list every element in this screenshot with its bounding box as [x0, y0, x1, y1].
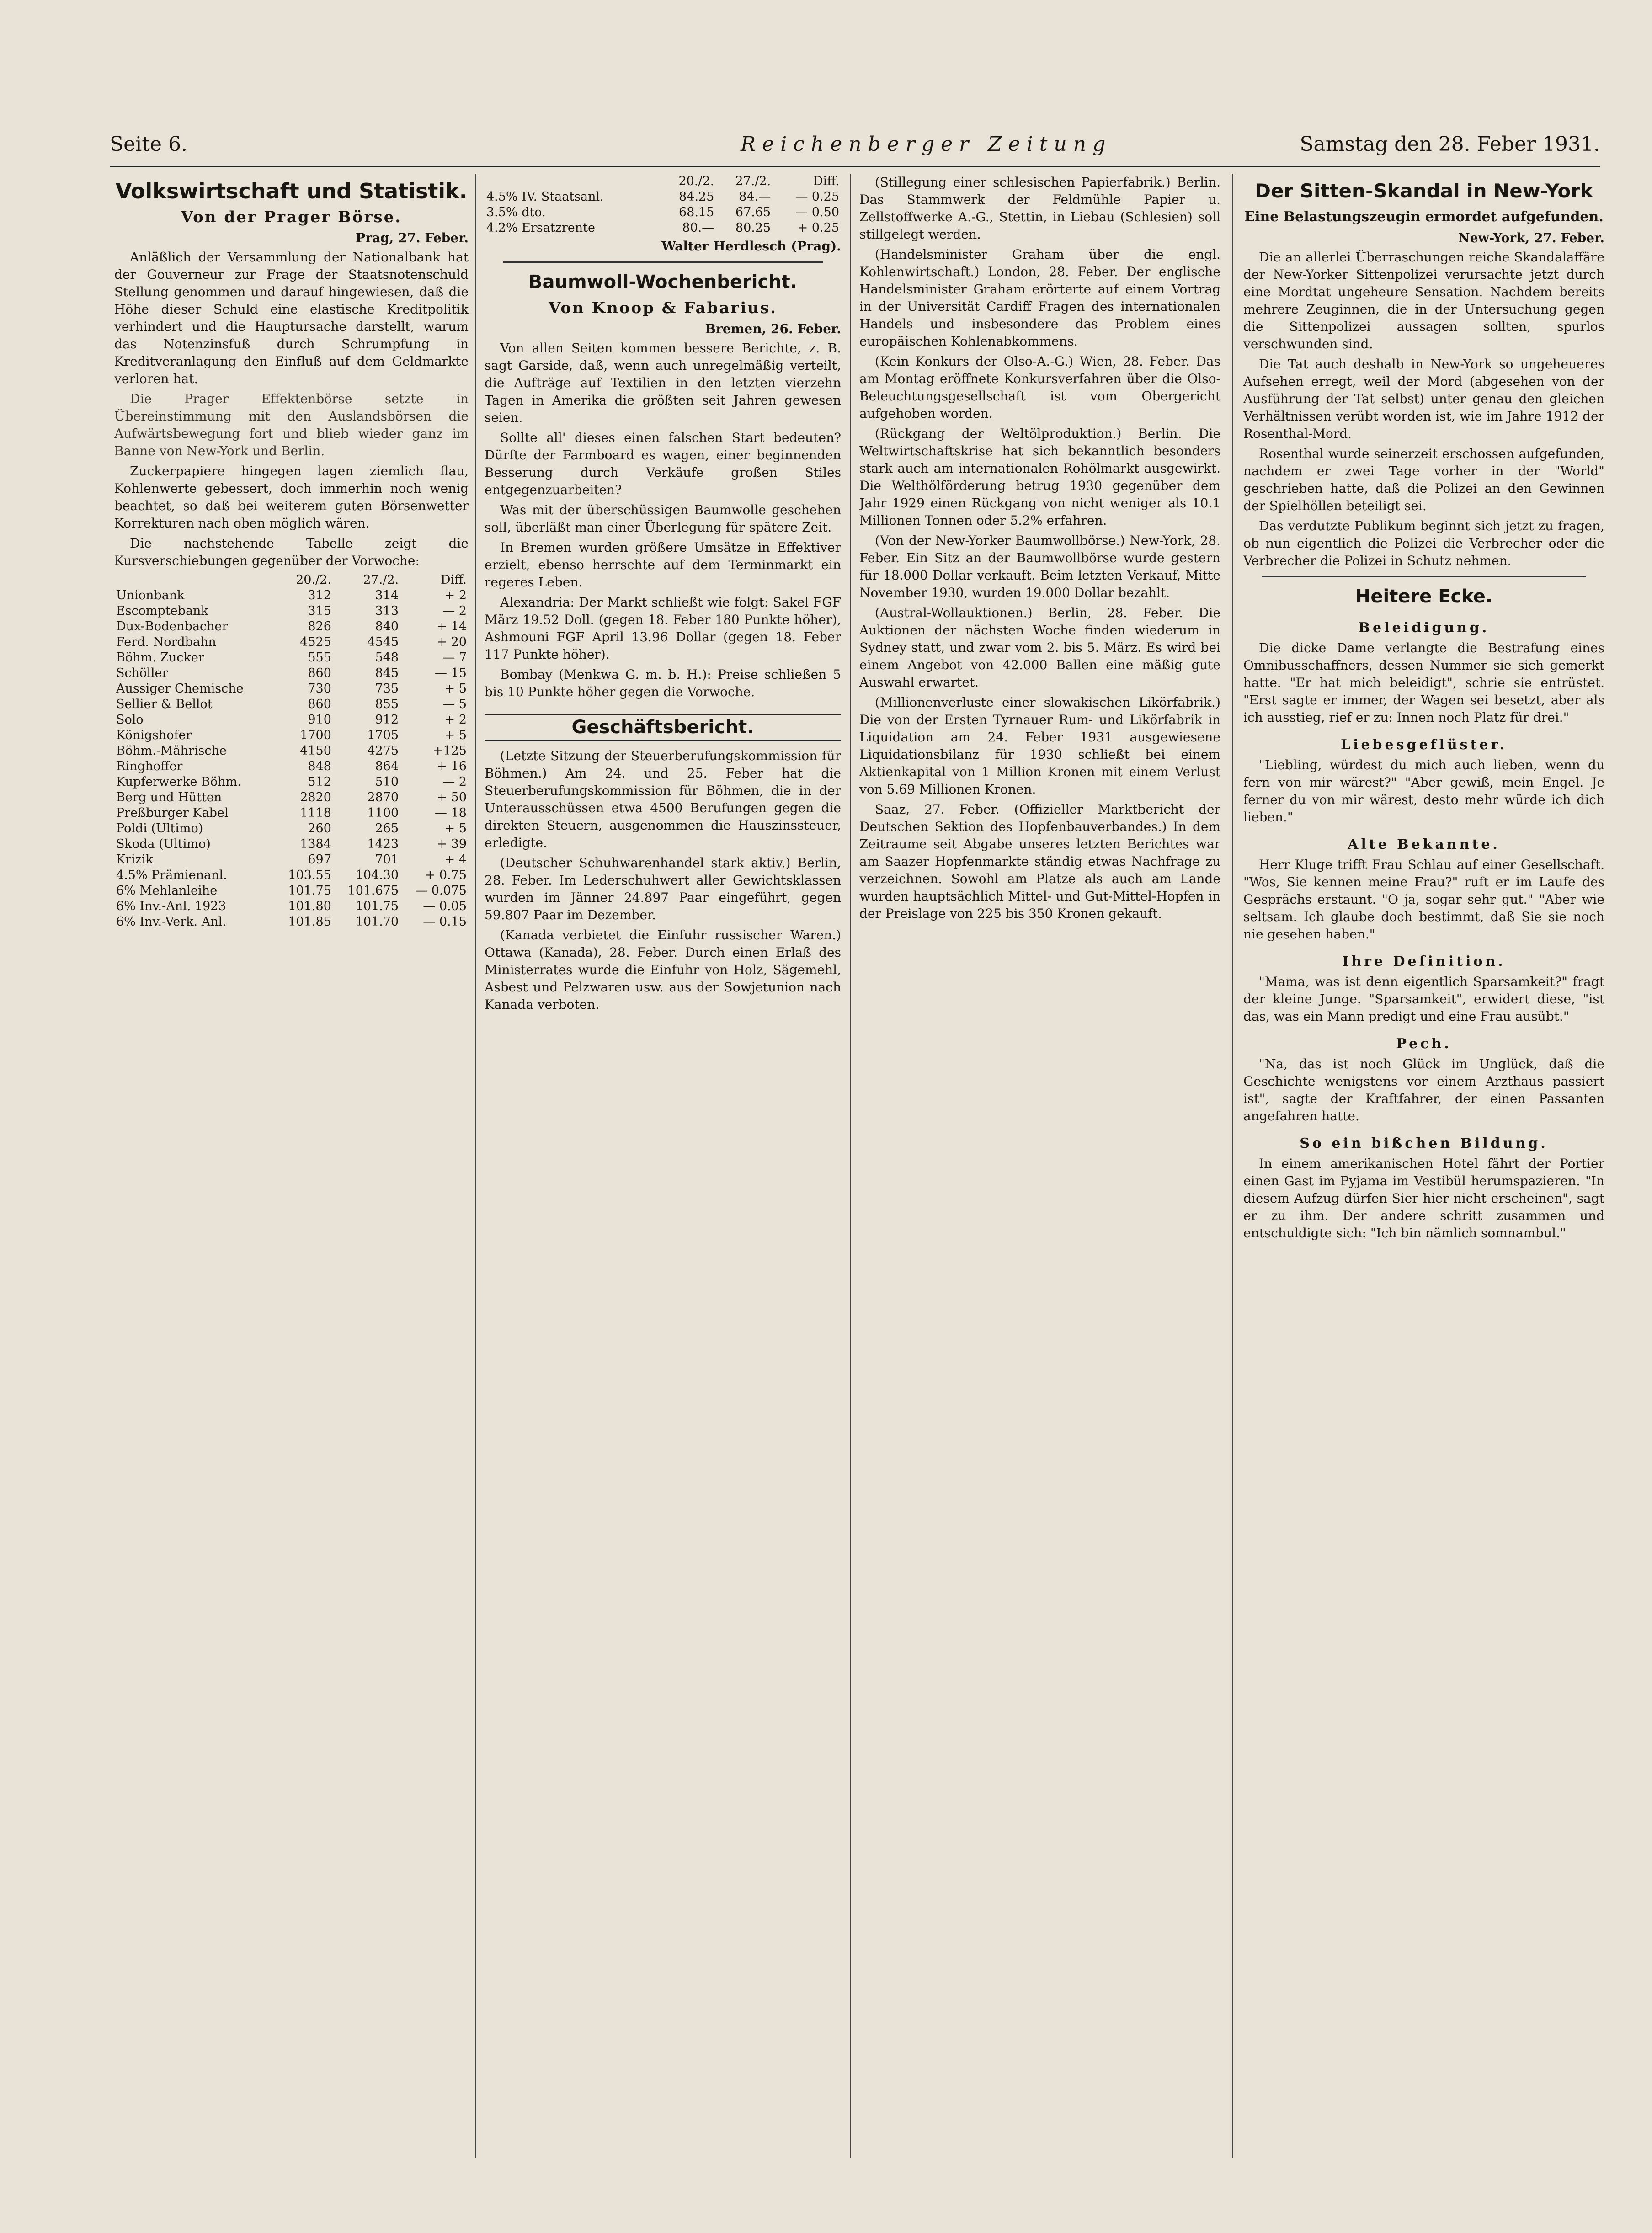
article-paragraph: Die Tat auch deshalb in New-York so ungeheueres Aufsehen erregt, weil der Mord (abgesehen von der Ausführung der Tat selbst) unter genau den gleichen Verhältnissen verübt worden ist, wie im Jahre 1912 der Rosenthal-Mord.	[1243, 357, 1604, 441]
table-cell: 1700	[300, 728, 331, 742]
security-name: Aussiger Chemische	[116, 682, 244, 696]
divider	[503, 261, 823, 263]
column-business	[859, 174, 1220, 2158]
table-cell: — 2	[442, 604, 467, 618]
table-cell: 1118	[300, 806, 331, 820]
table-cell: 4150	[300, 744, 331, 758]
article-paragraph: (Kanada verbietet die Einfuhr russischer Waren.) Ottawa (Kanada), 28. Feber. Durch einen Erlaß des Ministerrates wurde die Einfuhr von Holz, Sägemehl, Asbest und Pelzwaren usw. aus der Sowjetunion nach Kanada verboten.	[485, 927, 841, 1012]
table-cell: — 7	[442, 650, 467, 665]
security-name: Königshofer	[116, 728, 192, 742]
table-row	[114, 759, 469, 774]
joke-text: "Mama, was ist denn eigentlich Sparsamkeit?" fragt der kleine Junge. "Sparsamkeit", erwidert diese, "ist das, was ein Mann predigt und eine Frau ausübt."	[1243, 974, 1604, 1024]
table-cell: 910	[308, 713, 331, 727]
table-cell: + 0.75	[425, 868, 467, 882]
joke-text: Die dicke Dame verlangte die Bestrafung eines Omnibusschaffners, dessen Nummer sie sich gemerkt hatte. "Er hat mich beleidigt", schrie sie entrüstet. "Erst sagte er immer, der Wagen sei besetzt, aber als ich ausstieg, rief er zu: Innen noch Platz für drei."	[1243, 640, 1604, 725]
column-news	[1243, 174, 1604, 2158]
column-rule	[1232, 174, 1233, 2158]
dateline: Bremen, 26. Feber.	[705, 321, 841, 336]
issue-date: Samstag den 28. Feber 1931.	[1300, 133, 1600, 156]
security-name: Skoda (Ultimo)	[116, 837, 211, 851]
section-title: Heitere Ecke.	[1355, 586, 1493, 607]
column-header	[485, 174, 659, 189]
table-row	[114, 588, 469, 603]
table-row	[114, 899, 469, 914]
table-cell: 860	[308, 666, 331, 680]
table-row	[114, 681, 469, 697]
table-cell: 101.75	[288, 884, 331, 898]
article-paragraph: Saaz, 27. Feber. (Offizieller Marktbericht der Deutschen Sektion des Hopfenbauverbandes.) In dem Zeitraume seit Abgabe unseres letzten Berichtes war am Saazer Hopfenmarkte ständig etwas Nachfrage zu verzeichnen. Sowohl am Platze als auch am Lande wurden hauptsächlich Mittel- und Gut-Mittel-Hopfen in der Preislage von 225 bis 350 Kronen gekauft.	[859, 802, 1220, 921]
table-cell: 101.80	[288, 899, 331, 913]
security-name: 3.5% dto.	[486, 205, 546, 219]
table-cell: 103.55	[288, 868, 331, 882]
security-name: Unionbank	[116, 588, 185, 602]
table-row	[114, 634, 469, 650]
table-cell: 312	[308, 588, 331, 602]
column-header: 27./2.	[363, 573, 399, 587]
joke-text: "Na, das ist noch Glück im Unglück, daß die Geschichte wenigstens vor einem Arzthaus passiert ist", sagte der Kraftfahrer, der einen Passanten angefahren hatte.	[1243, 1056, 1604, 1124]
table-cell: — 5	[442, 697, 467, 711]
column-cotton	[485, 174, 841, 2158]
table-cell: 314	[375, 588, 399, 602]
security-name: Krizik	[116, 853, 153, 867]
article-paragraph: (Rückgang der Weltölproduktion.) Berlin. Die Weltwirtschaftskrise hat sich bekanntlich besonders stark auch am internationalen Rohölmarkt ausgewirkt. Die Welthölförderung betrug 1930 gegenüber dem Jahr 1929 einen Rückgang von nicht weniger als 10.1 Millionen Tonnen oder 5.2% erfahren.	[859, 426, 1220, 528]
joke-heading: Alte Bekannte.	[1348, 837, 1500, 853]
table-cell: 2820	[300, 790, 331, 805]
table-cell: 1384	[300, 837, 331, 851]
table-row	[114, 666, 469, 681]
table-row	[114, 774, 469, 790]
security-name: 4.5% IV. Staatsanl.	[486, 190, 604, 204]
security-name: 4.5% Prämienanl.	[116, 868, 227, 882]
table-row	[114, 805, 469, 821]
column-rule	[850, 174, 851, 2158]
article-title: Baumwoll-Wochenbericht.	[528, 272, 797, 293]
joke-heading: Beleidigung.	[1358, 620, 1490, 636]
table-cell: 510	[375, 775, 399, 789]
masthead: Reichenberger Zeitung	[741, 133, 1112, 156]
table-cell: 860	[308, 697, 331, 711]
table-cell: 67.65	[735, 205, 771, 219]
table-row	[114, 821, 469, 837]
table-row	[114, 790, 469, 805]
table-cell: — 0.25	[795, 190, 839, 204]
table-cell: 697	[308, 853, 331, 867]
bond-table	[485, 174, 841, 236]
security-name: Escomptebank	[116, 604, 208, 618]
table-cell: 313	[375, 604, 399, 618]
column-header: 20./2.	[296, 573, 331, 587]
security-name: Dux-Bodenbacher	[116, 619, 228, 634]
table-cell: 826	[308, 619, 331, 634]
article-paragraph: Rosenthal wurde seinerzeit erschossen aufgefunden, nachdem er zwei Tage vorher in der "World" geschrieben hatte, daß die Polizei an den Gewinnen der Spielhöllen beteiligt sei.	[1243, 446, 1604, 513]
table-cell: — 0.50	[795, 205, 839, 219]
article-paragraph: (Millionenverluste einer slowakischen Likörfabrik.) Die von der Ersten Tyrnauer Rum- und Likörfabrik in Liquidation am 24. Feber 1931 ausgewiesene Liquidationsbilanz für 1930 schließt bei einem Aktienkapital von 1 Million Kronen mit einem Verlust von 5.69 Millionen Kronen.	[859, 695, 1220, 797]
divider	[1262, 576, 1586, 577]
section-title: Geschäftsbericht.	[485, 714, 841, 741]
table-cell: 864	[375, 759, 399, 773]
security-name: Ferd. Nordbahn	[116, 635, 216, 649]
article-paragraph: (Handelsminister Graham über die engl. Kohlenwirtschaft.) London, 28. Feber. Der englische Handelsminister Graham erörterte auf einem Vortrag in der Universität Cardiff Fragen des internationalen Handels und insbesondere das Problem eines europäischen Kohlenabkommens.	[859, 247, 1220, 349]
table-cell: + 0.25	[797, 221, 839, 235]
table-cell: 315	[308, 604, 331, 618]
table-cell: 101.70	[355, 915, 399, 929]
dateline: Prag, 27. Feber.	[356, 230, 469, 245]
security-name: Kupferwerke Böhm.	[116, 775, 241, 789]
page-number: Seite 6.	[110, 133, 187, 156]
table-row	[114, 914, 469, 930]
table-row	[114, 650, 469, 666]
joke-text: "Liebling, würdest du mich auch lieben, wenn du fern von mir wärest?" "Aber gewiß, mein Engel. Je ferner du von mir wärest, desto mehr würde ich dich lieben."	[1243, 757, 1604, 825]
table-cell: +125	[432, 744, 467, 758]
stock-table	[114, 572, 469, 930]
table-cell: 101.675	[347, 884, 399, 898]
article-paragraph: Was mit der überschüssigen Baumwolle geschehen soll, überläßt man einer Überlegung für spätere Zeit.	[485, 502, 841, 535]
article-subtitle: Von Knoop & Fabarius.	[549, 299, 777, 317]
author-signature: Walter Herdlesch (Prag).	[661, 239, 841, 254]
table-row	[114, 868, 469, 883]
table-row	[114, 743, 469, 759]
table-cell: 84.25	[678, 190, 714, 204]
table-cell: — 18	[435, 806, 467, 820]
table-cell: + 50	[437, 790, 467, 805]
table-cell: — 15	[435, 666, 467, 680]
table-cell: 845	[375, 666, 399, 680]
article-paragraph: Von allen Seiten kommen bessere Berichte, z. B. sagt Garside, daß, wenn auch unregelmäßig verteilt, die Aufträge auf Textilien in den letzten vierzehn Tagen in Amerika die größten seit Jahren gewesen seien.	[485, 341, 841, 425]
table-cell: 4275	[367, 744, 399, 758]
column-header: Diff.	[813, 174, 839, 188]
table-row	[114, 852, 469, 868]
article-paragraph: Alexandria: Der Markt schließt wie folgt: Sakel FGF März 19.52 Doll. (gegen 18. Feber 180 Punkte höher), Ashmouni FGF April 13.96 Dollar (gegen 18. Feber 117 Punkte höher).	[485, 595, 841, 662]
table-cell: 1100	[367, 806, 399, 820]
section-title: Volkswirtschaft und Statistik.	[115, 179, 468, 203]
security-name: Böhm.-Mährische	[116, 744, 227, 758]
table-cell: + 20	[437, 635, 467, 649]
article-paragraph: (Letzte Sitzung der Steuerberufungskommission für Böhmen.) Am 24. und 25. Feber hat die Steuerberufungskommission für Böhmen, die in der Unterausschüssen etwa 4500 Berufungen gegen die direkten Steuern, ausgenommen die Hauszinssteuer, erledigte.	[485, 748, 841, 850]
table-row	[485, 189, 841, 205]
article-paragraph: Bombay (Menkwa G. m. b. H.): Preise schließen 5 bis 10 Punkte höher gegen die Vorwoche.	[485, 667, 841, 699]
table-cell: 80.25	[735, 221, 771, 235]
table-cell: 265	[375, 821, 399, 836]
table-row	[485, 220, 841, 236]
joke-text: In einem amerikanischen Hotel fährt der Portier einen Gast im Pyjama im Vestibül herumspazieren. "In diesem Aufzug dürfen Sier hier nicht erscheinen", sagt er zu ihm. Der andere schritt zusammen und entschuldigte sich: "Ich bin nämlich somnambul."	[1243, 1156, 1604, 1241]
article-paragraph: (Stillegung einer schlesischen Papierfabrik.) Berlin. Das Stammwerk der Feldmühle Papier u. Zellstoffwerke A.-G., Stettin, in Liebau (Schlesien) soll stillgelegt werden.	[859, 175, 1220, 242]
table-cell: 101.75	[355, 899, 399, 913]
security-name: 6% Inv.-Verk. Anl.	[116, 915, 226, 929]
table-cell: 4525	[300, 635, 331, 649]
table-cell: 855	[375, 697, 399, 711]
article-paragraph: Das verdutzte Publikum beginnt sich jetzt zu fragen, ob nun eigentlich die Polizei die Verbrecher oder die Verbrecher die Polizei in Schutz nehmen.	[1243, 518, 1604, 568]
table-cell: 101.85	[288, 915, 331, 929]
table-cell: 80.—	[682, 221, 714, 235]
table-cell: + 5	[444, 728, 467, 742]
table-cell: — 2	[442, 775, 467, 789]
joke-heading: Liebesgeflüster.	[1340, 737, 1508, 753]
joke-heading: Ihre Definition.	[1342, 954, 1506, 970]
joke-text: Herr Kluge trifft Frau Schlau auf einer Gesellschaft. "Wos, Sie kennen meine Frau?" ruft er im Laufe des Gesprächs erstaunt. "O ja, sogar sehr gut." "Aber wie seltsam. Ich glaube doch bestimmt, daß Sie sie noch nie gesehen haben."	[1243, 857, 1604, 942]
article-paragraph: (Von der New-Yorker Baumwollbörse.) New-York, 28. Feber. Ein Sitz an der Baumwollbörse wurde gestern für 18.000 Dollar verkauft. Beim letzten Verkauf, Mitte November 1930, wurden 19.000 Dollar bezahlt.	[859, 533, 1220, 600]
security-name: Schöller	[116, 666, 168, 680]
column-header: Diff.	[440, 573, 467, 587]
security-name: 4.2% Ersatzrente	[486, 221, 595, 235]
table-cell: 701	[375, 853, 399, 867]
table-cell: 548	[375, 650, 399, 665]
security-name: Sellier & Bellot	[116, 697, 213, 711]
security-name: 6% Inv.-Anl. 1923	[116, 899, 226, 913]
table-cell: + 5	[444, 682, 467, 696]
security-name: Solo	[116, 713, 144, 727]
security-name: Böhm. Zucker	[116, 650, 204, 665]
column-header: 20./2.	[678, 174, 714, 188]
joke-heading: So ein bißchen Bildung.	[1300, 1135, 1548, 1151]
table-cell: 735	[375, 682, 399, 696]
table-cell: 912	[375, 713, 399, 727]
table-cell: 848	[308, 759, 331, 773]
security-name: Poldi (Ultimo)	[116, 821, 203, 836]
table-cell: + 2	[444, 713, 467, 727]
table-cell: 1705	[367, 728, 399, 742]
table-cell: + 39	[437, 837, 467, 851]
article-paragraph: Die nachstehende Tabelle zeigt die Kursverschiebungen gegenüber der Vorwoche:	[114, 536, 469, 568]
table-cell: + 16	[437, 759, 467, 773]
article-paragraph: (Kein Konkurs der Olso-A.-G.) Wien, 28. Feber. Das am Montag eröffnete Konkursverfahren über die Olso-Beleuchtungsgesellschaft ist vom Obergericht aufgehoben worden.	[859, 354, 1220, 421]
table-cell: + 4	[444, 853, 467, 867]
column-rule	[475, 174, 476, 2158]
article-paragraph: (Austral-Wollauktionen.) Berlin, 28. Feber. Die Auktionen der nächsten Woche finden wiederum in Sydney statt, und zwar vom 2. bis 5. März. Es wird bei einem Angebot von 42.000 Ballen eine mäßig gute Auswahl erwartet.	[859, 605, 1220, 690]
table-cell: 104.30	[355, 868, 399, 882]
article-paragraph: Sollte all' dieses einen falschen Start bedeuten? Dürfte der Farmboard es wagen, einer beginnenden Besserung durch Verkäufe großen Stiles entgegenzuarbeiten?	[485, 430, 841, 497]
article-paragraph: In Bremen wurden größere Umsätze in Effektiver erzielt, ebenso herrschte auf dem Terminmarkt ein regeres Leben.	[485, 540, 841, 590]
article-subtitle: Von der Prager Börse.	[181, 208, 402, 226]
table-row	[114, 728, 469, 743]
table-row	[485, 205, 841, 220]
table-row	[114, 697, 469, 712]
table-row	[114, 712, 469, 728]
table-header-row	[485, 174, 841, 189]
table-cell: 68.15	[678, 205, 714, 219]
article-paragraph: Die Prager Effektenbörse setzte in Übereinstimmung mit den Auslandsbörsen die Aufwärtsbewegung fort und blieb wieder ganz im Banne von New-York und Berlin.	[114, 391, 469, 458]
joke-heading: Pech.	[1396, 1036, 1452, 1052]
article-paragraph: (Deutscher Schuhwarenhandel stark aktiv.) Berlin, 28. Feber. Im Lederschuhwert aller Gewichtsklassen wurden im Jänner 24.897 Paar eingeführt, gegen 59.807 Paar im Dezember.	[485, 855, 841, 922]
article-paragraph: Anläßlich der Versammlung der Nationalbank hat der Gouverneur zur Frage der Staatsnotenschuld Stellung genommen und darauf hingewiesen, daß die Höhe dieser Schuld eine elastische Kreditpolitik verhindert und die Hauptursache darstellt, warum das Notenzinsfuß durch Schrumpfung in Kreditveranlagung den Einfluß auf dem Geldmarkte verloren hat.	[114, 250, 469, 386]
table-cell: 2870	[367, 790, 399, 805]
security-name: 6% Mehlanleihe	[116, 884, 218, 898]
table-cell: 730	[308, 682, 331, 696]
table-cell: — 0.05	[423, 899, 467, 913]
table-cell: 512	[308, 775, 331, 789]
table-cell: 840	[375, 619, 399, 634]
table-cell: 1423	[367, 837, 399, 851]
bond-table-body	[485, 189, 841, 236]
article-paragraph: Die an allerlei Überraschungen reiche Skandalaffäre der New-Yorker Sittenpolizei verursachte jetzt durch eine Mordtat ungeheure Sensation. Nachdem bereits mehrere Zeuginnen, die in der Untersuchung gegen die Sittenpolizei aussagen sollten, spurlos verschwunden sind.	[1243, 250, 1604, 352]
table-cell: — 0.15	[423, 915, 467, 929]
table-cell: 4545	[367, 635, 399, 649]
article-paragraph: Zuckerpapiere hingegen lagen ziemlich flau, Kohlenwerte gebessert, doch immerhin noch wenig beachtet, so daß bei weiterem guten Börsenwetter Korrekturen nach oben möglich wären.	[114, 464, 469, 531]
table-row	[114, 619, 469, 634]
stock-table-body	[114, 588, 469, 930]
table-cell: 84.—	[739, 190, 771, 204]
table-cell: — 0.075	[415, 884, 467, 898]
table-row	[114, 603, 469, 619]
dateline: New-York, 27. Feber.	[1458, 230, 1604, 245]
table-row	[114, 837, 469, 852]
table-cell: 555	[308, 650, 331, 665]
page-header	[110, 123, 1600, 167]
table-header-row	[114, 572, 469, 588]
column-header	[114, 572, 276, 588]
security-name: Preßburger Kabel	[116, 806, 229, 820]
column-economy	[114, 174, 469, 2158]
security-name: Ringhoffer	[116, 759, 183, 773]
security-name: Berg und Hütten	[116, 790, 222, 805]
table-cell: + 5	[444, 821, 467, 836]
table-row	[114, 883, 469, 899]
article-subtitle: Eine Belastungszeugin ermordet aufgefunden.	[1244, 209, 1604, 225]
table-cell: 260	[308, 821, 331, 836]
article-title: Der Sitten-Skandal in New-York	[1255, 180, 1593, 202]
column-header: 27./2.	[735, 174, 771, 188]
table-cell: + 14	[437, 619, 467, 634]
table-cell: + 2	[444, 588, 467, 602]
